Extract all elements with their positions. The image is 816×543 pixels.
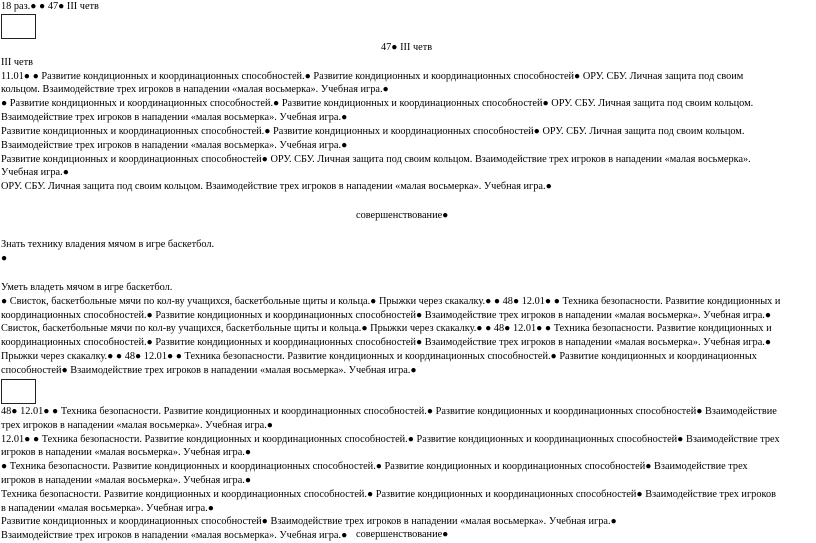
- text-line: Взаимодействие трех игроков в нападении «малая восьмерка». Учебная игра.●: [1, 140, 348, 151]
- text-line: ОРУ. СБУ. Личная защита под своим кольцом. Взаимодействие трех игроков в нападении «малая восьмерка». Учебная игра.●: [1, 181, 552, 192]
- text-line: 11.01● ● Развитие кондиционных и координационных способностей.● Развитие кондиционных и координационных способностей● ОРУ. СБУ. Личная защита под своим: [1, 71, 744, 82]
- text-line: Свисток, баскетбольные мячи по кол-ву учащихся, баскетбольные щиты и кольца.● Прыжки через скакалку.● ● 48● 12.01● ● Техника безопасности. Развитие кондиционных и: [1, 323, 772, 334]
- text-line: трех игроков в нападении «малая восьмерка». Учебная игра.●: [1, 420, 274, 431]
- text-line: Развитие кондиционных и координационных способностей● ОРУ. СБУ. Личная защита под своим кольцом. Взаимодействие трех игроков в нападении «малая восьмерка».: [1, 154, 751, 165]
- text-line: Прыжки через скакалку.● ● 48● 12.01● ● Техника безопасности. Развитие кондиционных и координационных способностей.● Развитие кондиционных и координационных: [1, 351, 757, 362]
- text-line: координационных способностей.● Развитие кондиционных и координационных способностей● Взаимодействие трех игроков в нападении «малая восьмерка». Учебная игра.●: [1, 337, 772, 348]
- text-line: ● Техника безопасности. Развитие кондиционных и координационных способностей.● Развитие кондиционных и координационных способностей● Взаимодействие трех: [1, 461, 748, 472]
- empty-cell-box: [1, 379, 36, 404]
- text-line: Уметь владеть мячом в игре баскетбол.: [1, 282, 173, 293]
- text-line: ● Свисток, баскетбольные мячи по кол-ву учащихся, баскетбольные щиты и кольца.● Прыжки через скакалку.● ● 48● 12.01● ● Техника безопасности. Развитие кондиционных и: [1, 296, 781, 307]
- text-line: игроков в нападении «малая восьмерка». Учебная игра.●: [1, 447, 252, 458]
- text-line: 47● III четв: [381, 42, 433, 53]
- text-line: способностей● Взаимодействие трех игроков в нападении «малая восьмерка». Учебная игра.●: [1, 365, 417, 376]
- text-line: 48● 12.01● ● Техника безопасности. Развитие кондиционных и координационных способностей.● Развитие кондиционных и координационных способностей● Взаимодействие: [1, 406, 777, 417]
- text-line: игроков в нападении «малая восьмерка». Учебная игра.●: [1, 475, 252, 486]
- text-line: в нападении «малая восьмерка». Учебная игра.●: [1, 503, 214, 514]
- bullet-line: ●: [1, 253, 8, 264]
- text-line: ● Развитие кондиционных и координационных способностей.● Развитие кондиционных и координационных способностей● ОРУ. СБУ. Личная защита под своим кольцом.: [1, 98, 754, 109]
- empty-cell-box: [1, 14, 36, 39]
- text-line: Знать технику владения мячом в игре баскетбол.: [1, 239, 215, 250]
- text-line: Взаимодействие трех игроков в нападении «малая восьмерка». Учебная игра.●: [1, 530, 348, 541]
- text-line: 18 раз.● ● 47● III четв: [1, 1, 99, 12]
- text-line: Учебная игра.●: [1, 167, 69, 178]
- text-line: Взаимодействие трех игроков в нападении «малая восьмерка». Учебная игра.●: [1, 112, 348, 123]
- text-line: 12.01● ● Техника безопасности. Развитие кондиционных и координационных способностей.● Развитие кондиционных и координационных способностей● Взаимодействие трех: [1, 434, 780, 445]
- text-line: Развитие кондиционных и координационных способностей.● Развитие кондиционных и координационных способностей● ОРУ. СБУ. Личная защита под своим кольцом.: [1, 126, 745, 137]
- text-line: кольцом. Взаимодействие трех игроков в нападении «малая восьмерка». Учебная игра.●: [1, 84, 389, 95]
- text-line: Развитие кондиционных и координационных способностей● Взаимодействие трех игроков в нападении «малая восьмерка». Учебная игра.●: [1, 516, 617, 527]
- section-label: совершенствование●: [356, 210, 449, 221]
- text-line: Техника безопасности. Развитие кондиционных и координационных способностей.● Развитие кондиционных и координационных способностей● Взаимодействие трех игроков: [1, 489, 776, 500]
- text-line: III четв: [1, 57, 33, 68]
- section-label: совершенствование●: [356, 529, 449, 540]
- text-line: координационных способностей.● Развитие кондиционных и координационных способностей● Взаимодействие трех игроков в нападении «малая восьмерка». Учебная игра.●: [1, 310, 772, 321]
